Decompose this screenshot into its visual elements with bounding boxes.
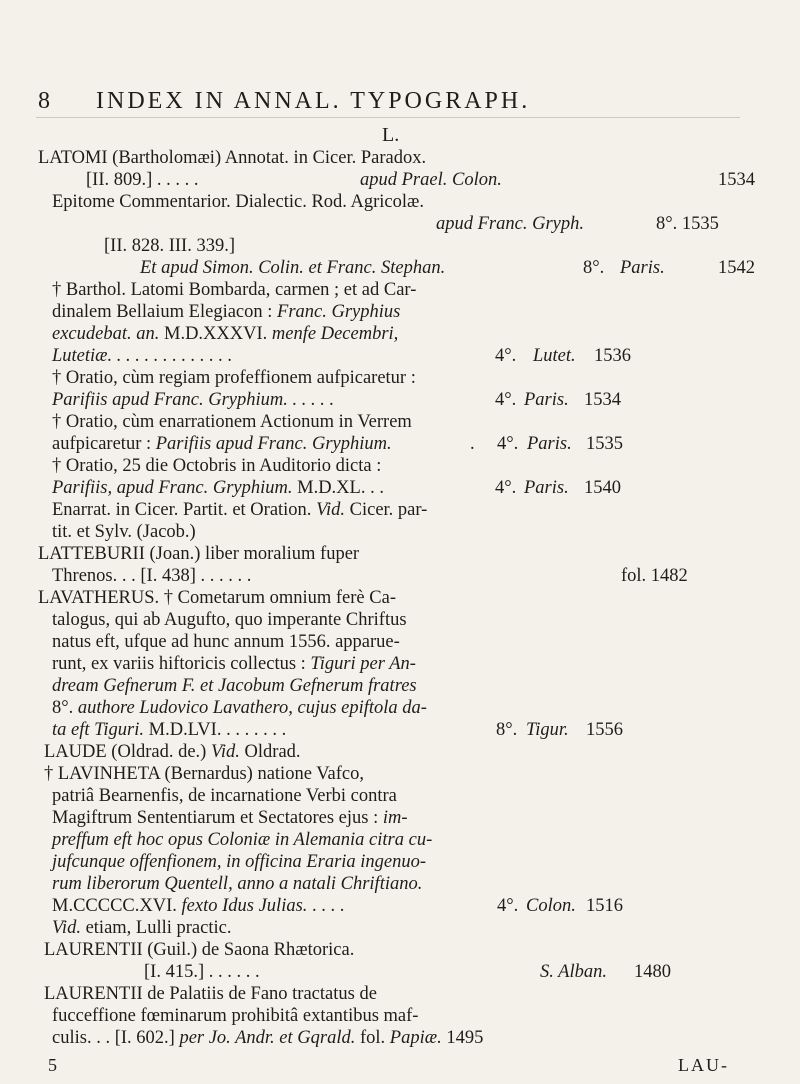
entry-line bbox=[38, 543, 359, 565]
place bbox=[526, 719, 569, 741]
format bbox=[495, 389, 516, 411]
running-title: INDEX IN ANNAL. TYPOGRAPH. bbox=[96, 88, 531, 114]
entry-line bbox=[52, 675, 417, 697]
format-year bbox=[621, 565, 688, 587]
text: Vid. bbox=[210, 742, 240, 762]
text: LAUDE (Oldrad. de.) bbox=[44, 742, 207, 762]
text: fol. bbox=[359, 1028, 386, 1048]
entry-line bbox=[86, 169, 199, 191]
entry-line bbox=[44, 939, 354, 961]
text: 1495 bbox=[446, 1028, 484, 1048]
text: Colon. bbox=[526, 896, 576, 916]
signature-mark: 5 bbox=[48, 1055, 57, 1075]
format bbox=[497, 895, 518, 917]
entry-line bbox=[52, 851, 426, 873]
text: dream Gefnerum F. et Jacobum Gefnerum fratres bbox=[52, 676, 417, 696]
place bbox=[620, 257, 665, 279]
entry-line bbox=[52, 191, 424, 213]
entry-line bbox=[52, 389, 334, 411]
entry-line bbox=[52, 873, 422, 895]
text: † Barthol. Latomi Bombarda, carmen ; et ad Car- bbox=[52, 280, 417, 300]
entry-line bbox=[52, 785, 397, 807]
text: . . . . bbox=[312, 896, 345, 916]
entry-line bbox=[470, 433, 475, 455]
text: 1542 bbox=[718, 258, 755, 278]
entry-line bbox=[44, 983, 377, 1005]
entry-line bbox=[52, 477, 384, 499]
text: M.CCCCC.XVI. bbox=[52, 896, 177, 916]
year bbox=[586, 433, 623, 455]
entry-line bbox=[140, 257, 445, 279]
entry-line bbox=[104, 235, 235, 257]
text: ta eft Tiguri. bbox=[52, 720, 145, 740]
text: apud Prael. Colon. bbox=[360, 170, 502, 190]
text: Paris. bbox=[524, 390, 569, 410]
entry-line bbox=[52, 1027, 483, 1049]
text: excudebat. an. bbox=[52, 324, 160, 344]
text: etiam, Lulli practic. bbox=[85, 918, 232, 938]
text: apud Franc. Gryph. bbox=[436, 214, 584, 234]
text: M.D.XL. . . bbox=[297, 478, 384, 498]
entry-line bbox=[38, 587, 396, 609]
place bbox=[526, 895, 576, 917]
text: 1534 bbox=[718, 170, 755, 190]
entry-line bbox=[52, 345, 232, 367]
text: authore Ludovico Lavathero, cujus epiftola da- bbox=[77, 698, 427, 718]
text: 8°. 1535 bbox=[656, 214, 719, 234]
text: preffum eft hoc opus Coloniæ in Alemania citra cu- bbox=[52, 830, 433, 850]
text: Lutetiæ. . . . . . . . . . . . . . bbox=[52, 346, 233, 366]
text: Cicer. par- bbox=[349, 500, 428, 520]
text: rum liberorum Quentell, anno a natali Chriftiano. bbox=[52, 874, 423, 894]
text: Parifiis apud Franc. Gryphium. . . . . . bbox=[52, 390, 335, 410]
text: LATTEBURII (Joan.) liber moralium fuper bbox=[38, 544, 360, 564]
text: . bbox=[470, 434, 475, 454]
text: aufpicaretur : bbox=[52, 434, 152, 454]
text: 4°. bbox=[495, 478, 517, 498]
text: culis. . . [I. 602.] bbox=[52, 1028, 175, 1048]
entry-line bbox=[52, 895, 344, 917]
entry-line bbox=[52, 807, 408, 829]
page-number: 8 bbox=[38, 88, 50, 114]
text: dinalem Bellaium Elegiacon : bbox=[52, 302, 273, 322]
text: † Oratio, cùm regiam profeffionem aufpicaretur : bbox=[52, 368, 416, 388]
text: 4°. bbox=[497, 896, 519, 916]
text: Et apud Simon. Colin. et Franc. Stephan. bbox=[140, 258, 446, 278]
text: natus eft, ufque ad hunc annum 1556. apparue- bbox=[52, 632, 400, 652]
text: tit. et Sylv. (Jacob.) bbox=[52, 522, 196, 542]
year bbox=[584, 389, 621, 411]
text: [I. 415.] . . . . . . bbox=[144, 962, 260, 982]
entry-line bbox=[38, 147, 426, 169]
entry-line bbox=[52, 279, 416, 301]
entry-line bbox=[52, 829, 432, 851]
year bbox=[586, 719, 623, 741]
text: LAVATHERUS. † Cometarum omnium ferè Ca- bbox=[38, 588, 396, 608]
entry-line bbox=[52, 455, 381, 477]
text: per Jo. Andr. et Gqrald. bbox=[179, 1028, 356, 1048]
text: im- bbox=[382, 808, 408, 828]
header-rule bbox=[36, 117, 740, 118]
text: Tigur. bbox=[526, 720, 569, 740]
text: [II. 828. III. 339.] bbox=[104, 236, 235, 256]
catchword: LAU- bbox=[678, 1055, 729, 1075]
text: † LAVINHETA (Bernardus) natione Vafco, bbox=[44, 764, 364, 784]
entry-line bbox=[360, 169, 502, 191]
text: Threnos. . . [I. 438] . . . . . . bbox=[52, 566, 252, 586]
entry-line bbox=[44, 741, 301, 763]
text: Franc. Gryphius bbox=[277, 302, 401, 322]
text: Paris. bbox=[527, 434, 572, 454]
format bbox=[496, 719, 517, 741]
text: 1535 bbox=[586, 434, 623, 454]
entry-line bbox=[144, 961, 260, 983]
text: 1534 bbox=[584, 390, 621, 410]
text: 4°. bbox=[495, 390, 517, 410]
text: 8°. bbox=[496, 720, 518, 740]
entry-line bbox=[52, 433, 392, 455]
year bbox=[634, 961, 671, 983]
text: [II. 809.] . . . . . bbox=[86, 170, 199, 190]
format bbox=[497, 433, 518, 455]
text: M.D.XXXVI. bbox=[164, 324, 268, 344]
text: Enarrat. in Cicer. Partit. et Oration. bbox=[52, 500, 312, 520]
text: Vid. bbox=[52, 918, 81, 938]
format bbox=[583, 257, 604, 279]
entry-line bbox=[52, 653, 416, 675]
text: LATOMI (Bartholomæi) Annotat. in Cicer. Paradox. bbox=[38, 148, 427, 168]
text: patriâ Bearnenfis, de incarnatione Verbi contra bbox=[52, 786, 397, 806]
text: 1516 bbox=[586, 896, 623, 916]
year bbox=[586, 895, 623, 917]
entry-line bbox=[52, 609, 407, 631]
text: Paris. bbox=[524, 478, 569, 498]
place bbox=[524, 389, 569, 411]
entry-line bbox=[52, 719, 286, 741]
text: 1556 bbox=[586, 720, 623, 740]
year bbox=[594, 345, 631, 367]
text: Vid. bbox=[316, 500, 346, 520]
text: † Oratio, 25 die Octobris in Auditorio dicta : bbox=[52, 456, 382, 476]
place bbox=[524, 477, 569, 499]
entry-line bbox=[52, 367, 416, 389]
text: Papiæ. bbox=[389, 1028, 442, 1048]
year bbox=[718, 169, 755, 191]
entry-line bbox=[52, 565, 251, 587]
entry-line bbox=[52, 631, 400, 653]
place bbox=[533, 345, 576, 367]
entry-line bbox=[436, 213, 584, 235]
text: M.D.LVI. . . . . . . . bbox=[148, 720, 287, 740]
text: 8°. bbox=[52, 698, 74, 718]
text: 8°. bbox=[583, 258, 605, 278]
text: 1536 bbox=[594, 346, 631, 366]
text: fol. 1482 bbox=[621, 566, 688, 586]
text: 4°. bbox=[495, 346, 517, 366]
text: runt, ex variis hiftoricis collectus : bbox=[52, 654, 306, 674]
text: Tiguri per An- bbox=[310, 654, 416, 674]
year bbox=[718, 257, 755, 279]
year bbox=[656, 213, 719, 235]
text: 1480 bbox=[634, 962, 671, 982]
text: fucceffione fœminarum prohibitâ extantibus maf- bbox=[52, 1006, 419, 1026]
text: LAURENTII de Palatiis de Fano tractatus de bbox=[44, 984, 377, 1004]
entry-line bbox=[44, 763, 364, 785]
text: Oldrad. bbox=[244, 742, 301, 762]
entry-line bbox=[52, 323, 398, 345]
text: fexto Idus Julias. bbox=[181, 896, 308, 916]
text: Paris. bbox=[620, 258, 665, 278]
entry-line bbox=[52, 917, 231, 939]
text: Magiftrum Sententiarum et Sectatores ejus : bbox=[52, 808, 379, 828]
text: Parifiis apud Franc. Gryphium. bbox=[155, 434, 392, 454]
text: Lutet. bbox=[533, 346, 576, 366]
section-letter: L. bbox=[382, 124, 400, 146]
entry-line bbox=[52, 697, 427, 719]
text: Epitome Commentarior. Dialectic. Rod. Agricolæ. bbox=[52, 192, 424, 212]
text: † Oratio, cùm enarrationem Actionum in Verrem bbox=[52, 412, 412, 432]
text: menfe Decembri, bbox=[271, 324, 399, 344]
text: jufcunque offenfionem, in officina Eraria ingenuo- bbox=[52, 852, 427, 872]
text: 1540 bbox=[584, 478, 621, 498]
year bbox=[584, 477, 621, 499]
text: talogus, qui ab Augufto, quo imperante Chriftus bbox=[52, 610, 407, 630]
place bbox=[527, 433, 572, 455]
text: Parifiis, apud Franc. Gryphium. bbox=[52, 478, 293, 498]
format bbox=[495, 477, 516, 499]
entry-line bbox=[52, 411, 412, 433]
text: S. Alban. bbox=[540, 962, 607, 982]
place bbox=[540, 961, 607, 983]
text: LAURENTII (Guil.) de Saona Rhætorica. bbox=[44, 940, 355, 960]
entry-line bbox=[52, 499, 427, 521]
format bbox=[495, 345, 516, 367]
text: 4°. bbox=[497, 434, 519, 454]
entry-line bbox=[52, 301, 400, 323]
entry-line bbox=[52, 1005, 418, 1027]
entry-line bbox=[52, 521, 196, 543]
